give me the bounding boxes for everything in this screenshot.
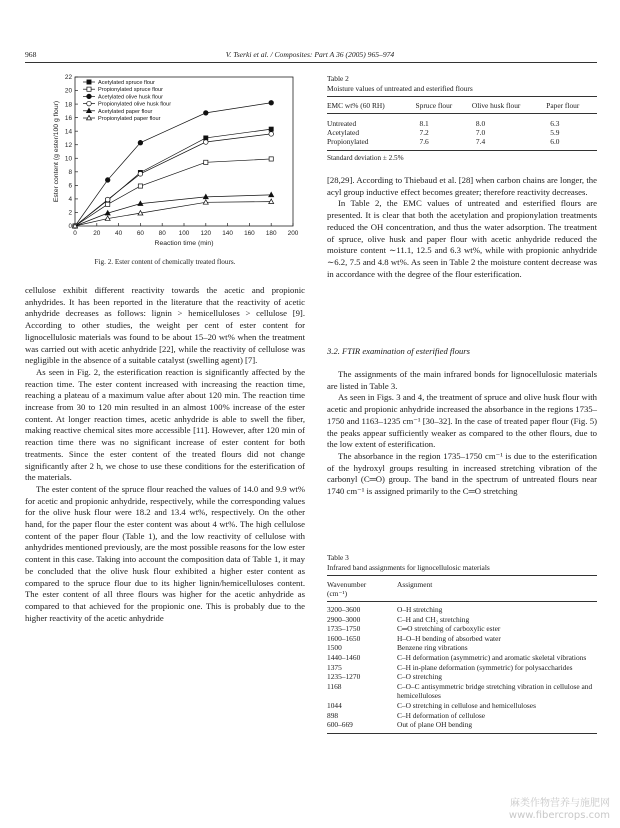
legend-marker <box>87 80 91 84</box>
y-tick-label: 18 <box>64 101 72 109</box>
table-cell: 1600–1650 <box>327 633 361 643</box>
x-tick-label: 20 <box>93 230 101 237</box>
data-point <box>269 100 274 105</box>
table-2-label: Table 2 <box>327 74 349 83</box>
table-row <box>327 624 597 634</box>
table-row <box>327 720 597 733</box>
table-cell: 1735–1750 <box>327 624 361 634</box>
table-cell: 7.0 <box>475 128 486 137</box>
series-line <box>75 202 271 226</box>
watermark-line: 麻类作物营养与施肥网 <box>510 798 610 809</box>
table-cell: 8.0 <box>475 119 486 128</box>
table-cell: C–H deformation of cellulose <box>397 710 486 720</box>
watermark <box>509 798 610 822</box>
x-tick-label: 0 <box>73 230 77 237</box>
paragraph: [28,29]. According to Thiebaud et al. [28] when carbon chains are longer, the acyl group inductive effect becomes greater; therefore reactivity decreases. <box>327 175 597 197</box>
table-header-cell: Olive husk flour <box>471 101 521 110</box>
series-line <box>75 134 271 226</box>
table-row <box>327 663 597 673</box>
table-cell: 5.9 <box>550 128 560 137</box>
figure-2-chart <box>25 68 310 252</box>
table-cell: 1168 <box>327 681 342 691</box>
table-row <box>327 602 597 615</box>
data-point <box>106 202 110 206</box>
table-row <box>327 114 597 129</box>
y-tick-label: 22 <box>64 74 72 82</box>
table-cell: Benzene ring vibrations <box>397 643 468 653</box>
table-row <box>327 615 597 625</box>
y-tick-label: 12 <box>64 141 72 149</box>
table-cell: 2900–3000 <box>327 614 361 624</box>
x-tick-label: 180 <box>265 230 277 237</box>
data-point <box>105 178 110 183</box>
data-point <box>105 197 110 202</box>
y-tick-label: 14 <box>64 128 72 136</box>
legend-label: Propionylated paper flour <box>98 116 161 122</box>
table-row <box>327 128 597 137</box>
table-cell: C═O stretching of carboxylic ester <box>397 624 501 634</box>
table-cell: 600–669 <box>327 720 353 730</box>
right-column-text-bottom <box>327 369 597 498</box>
table-cell: 8.1 <box>419 119 429 128</box>
y-tick-label: 4 <box>68 196 72 204</box>
table-cell: C–H in-plane deformation (symmetric) for polysaccharides <box>397 662 573 672</box>
header-rule <box>25 62 597 63</box>
x-tick-label: 120 <box>200 230 212 237</box>
table-cell: O–H stretching <box>397 605 443 614</box>
y-tick-label: 8 <box>68 169 72 177</box>
x-axis-label: Reaction time (min) <box>154 240 214 247</box>
paragraph: cellulose exhibit different reactivity towards the acetic and propionic anhydrides. It has been reported in the literature that the reactivity of acetic anhydride decreases as follows: lignin > hemicelluloses > cellulose [9]. According to other studies, the weight per cent of ester content for lignocellulosic materials was found to be about 15–20 wt% when the treatment was carried out with acetic anhydride [22], while the reactivity of cellulose was negligible in the absence of a suitable catalyst (swelling agent) [7]. <box>25 285 305 366</box>
series-line <box>75 195 271 226</box>
legend-label: Acetylated spruce flour <box>98 80 155 86</box>
table-cell: C–O stretching <box>397 672 442 682</box>
paragraph: The absorbance in the region 1735–1750 cm⁻¹ is due to the esterification of the hydroxyl groups resulting in increased stretching vibration of the carbonyl (C═O) group. The band in the spectrum of untreated flours near 1740 cm⁻¹ is assigned primarily to the C═O stretching <box>327 450 597 497</box>
table-cell: 7.2 <box>419 128 429 137</box>
table-cell: 6.0 <box>550 137 560 146</box>
y-axis-label: Ester content (g ester/100 g flour) <box>53 100 60 203</box>
table-cell: Out of plane OH bending <box>397 720 473 730</box>
data-point <box>138 172 143 177</box>
table-row <box>327 634 597 644</box>
table-header-cell: Paper flour <box>546 101 580 110</box>
table-row <box>327 711 597 721</box>
legend-label: Propionylated olive husk flour <box>98 101 172 108</box>
wavenumber-unit: (cm⁻¹) <box>327 589 348 598</box>
table-3 <box>327 553 597 734</box>
table-header-cell <box>327 576 397 602</box>
table-cell: 1375 <box>327 662 342 672</box>
legend-label: Acetylated olive husk flour <box>98 94 163 101</box>
data-point <box>138 184 142 188</box>
legend-label: Acetylated paper flour <box>98 108 153 115</box>
table-cell: C–H and CH₂ stretching <box>397 614 470 624</box>
data-point <box>269 192 274 197</box>
data-point <box>138 140 143 145</box>
x-tick-label: 80 <box>158 230 166 237</box>
table-3-title: Infrared band assignments for lignocellulosic materials <box>327 562 490 572</box>
x-tick-label: 160 <box>244 230 255 237</box>
data-point <box>269 199 274 204</box>
table-cell: Untreated <box>327 119 357 128</box>
table-cell: 7.4 <box>475 137 486 146</box>
y-tick-label: 20 <box>64 87 72 95</box>
table-cell: 1440–1460 <box>327 652 361 662</box>
legend-marker <box>87 101 92 106</box>
left-column-text <box>25 285 305 624</box>
page-number: 968 <box>25 50 37 59</box>
table-3-grid <box>327 575 597 734</box>
table-header-cell: Spruce flour <box>415 101 453 110</box>
table-row <box>327 672 597 682</box>
table-cell: 1235–1270 <box>327 672 361 682</box>
right-column-text-top <box>327 175 597 280</box>
table-cell: Acetylated <box>327 128 360 137</box>
table-2 <box>327 74 597 162</box>
table-2-title: Moisture values of untreated and esterified flours <box>327 83 473 93</box>
x-tick-label: 200 <box>287 230 299 237</box>
table-cell: Propionylated <box>327 137 369 146</box>
data-point <box>269 157 273 161</box>
data-point <box>269 132 274 137</box>
series-line <box>75 159 271 226</box>
table-cell: 898 <box>327 710 339 720</box>
table-cell: C–H deformation (asymmetric) and aromatic skeletal vibrations <box>397 652 587 662</box>
y-tick-label: 16 <box>64 114 72 122</box>
table-cell: C–O–C antisymmetric bridge stretching vibration in cellulose and hemicelluloses <box>397 681 593 701</box>
data-point <box>204 140 209 145</box>
y-tick-label: 6 <box>68 182 72 190</box>
table-cell: 7.6 <box>419 137 429 146</box>
table-row <box>327 137 597 151</box>
x-tick-label: 60 <box>136 230 144 237</box>
x-tick-label: 100 <box>178 230 190 237</box>
paragraph: As seen in Figs. 3 and 4, the treatment of spruce and olive husk flour with acetic and propionic anhydride increased the absorbance in the regions 1735–1750 and 1163–1235 cm⁻¹ [30–32]. In the case of treated paper flour (Fig. 5) the peaks appear sufficiently weaker as compared to the other flours, due to the low extent of esterification. <box>327 392 597 450</box>
table-cell: H–O–H bending of absorbed water <box>397 633 501 643</box>
table-cell: 6.3 <box>550 119 560 128</box>
table-cell: 1500 <box>327 643 342 653</box>
legend-marker <box>87 87 91 91</box>
data-point <box>204 111 209 116</box>
wavenumber-header: Wavenumber <box>327 580 367 589</box>
paragraph: As seen in Fig. 2, the esterification reaction is significantly affected by the reaction time. The ester content increased with increasing the reaction time, reaching a plateau of a maximum value after about 120 min. The reaction time increase from 30 to 120 min resulted in an almost 100% increase of the ester content. At longer reaction times, acetic anhydride is able to swell the fiber, making reactive chemical sites more accessible [11]. However, after 120 min of reaction time there was no significant increase of ester content for both treatments. Since the ester content of the treated flours did not change significantly after 2 h, we chose to use these conditions for the esterification of the materials. <box>25 366 305 483</box>
table-row <box>327 701 597 711</box>
x-tick-label: 140 <box>222 230 233 237</box>
table-row <box>327 643 597 653</box>
table-cell: 1044 <box>327 700 342 710</box>
legend-marker <box>87 94 92 99</box>
figure-2-caption: Fig. 2. Ester content of chemically treated flours. <box>94 258 236 266</box>
paragraph: In Table 2, the EMC values of untreated and esterified flours are presented. It is clear that both the acetylation and propionylation treatments reduced the OH concentration, and thus the water adsorption. The treatment of spruce, olive husk and paper flour with acetic anhydride reduced the moisture content ∼11.1, 12.5 and 6.3 wt%, while with propionic anhydride ∼6.2, 7.5 and 4.8 wt%. As seen in Table 2 the moisture content decrease was in accordance with the degree of the flour esterification. <box>327 198 597 279</box>
y-tick-label: 2 <box>68 209 72 217</box>
table-row <box>327 653 597 663</box>
table-header-cell: Assignment <box>397 580 433 589</box>
watermark-line: www.fibercrops.com <box>508 810 610 821</box>
paragraph: The ester content of the spruce flour reached the values of 14.0 and 9.9 wt% for acetic and propionic anhydride, respectively, while the corresponding values for the olive husk flour were 18.2 and 13.4 wt%, respectively. On the other hand, for the paper flour the ester content was about 4 wt%. The high cellulose content of the paper flour (Table 1), and the low reactivity of cellulose with anhydrides mentioned previously, are the most possible reasons for the low ester content in this case. Taking into account the composition data of Table 1, it may be concluded that the olive husk flour exhibited a higher ester content as compared to the spruce flour due to its higher lignin/hemicelluloses content. The ester content of all three flours was higher for the acetic anhydride as compared to that achieved for the propionic one. This is probably due to the higher reactivity of the acetic anhydride <box>25 483 305 623</box>
y-tick-label: 0 <box>68 223 72 231</box>
x-tick-label: 40 <box>115 230 123 237</box>
data-point <box>204 160 208 164</box>
table-cell: C–O stretching in cellulose and hemicelluloses <box>397 700 536 710</box>
paragraph: The assignments of the main infrared bonds for lignocellulosic materials are listed in Table 3. <box>327 369 597 391</box>
table-header-cell: EMC wt% (60 RH) <box>327 101 385 110</box>
series-line <box>75 129 271 226</box>
section-heading: 3.2. FTIR examination of esterified flours <box>327 346 470 356</box>
data-point <box>269 127 273 131</box>
table-2-grid <box>327 96 597 151</box>
table-2-footnote: Standard deviation ± 2.5% <box>327 154 404 162</box>
y-tick-label: 10 <box>64 155 72 163</box>
running-citation: V. Tserki et al. / Composites: Part A 36 (2005) 965–974 <box>225 50 395 59</box>
table-cell: 3200–3600 <box>327 605 361 614</box>
legend-label: Propionylated spruce flour <box>98 87 163 94</box>
table-row <box>327 682 597 701</box>
table-3-label: Table 3 <box>327 553 349 562</box>
